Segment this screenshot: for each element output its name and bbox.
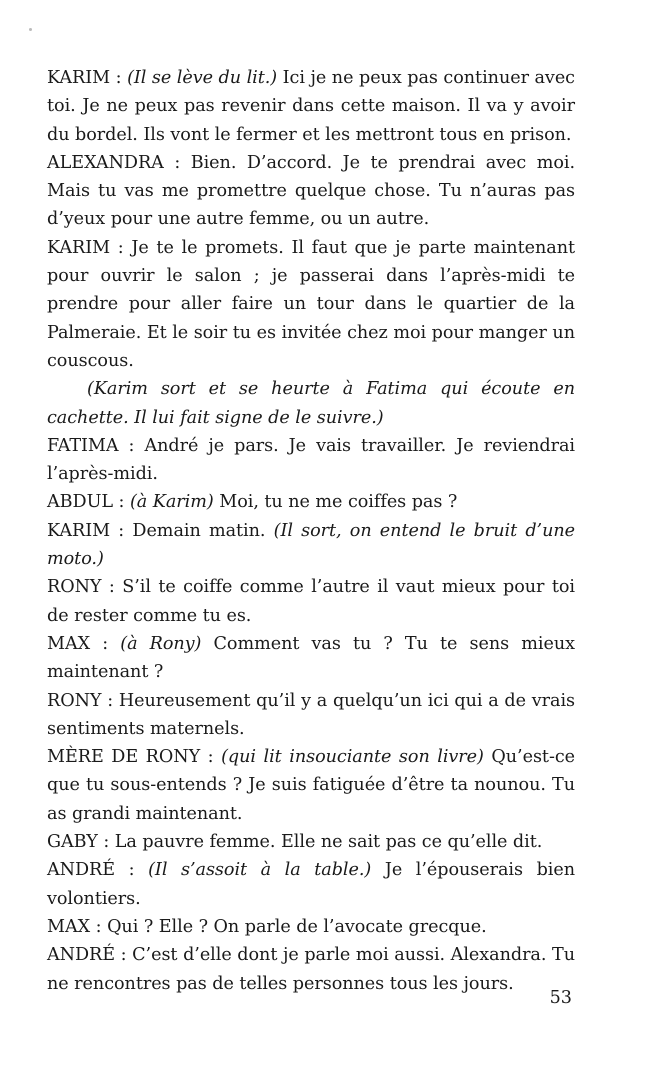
dialogue-line-karim-3 bbox=[47, 517, 575, 574]
line-text: La pauvre femme. Elle ne sait pas ce qu’elle dit. bbox=[114, 832, 543, 853]
line-text: Qui ? Elle ? On parle de l’avocate grecque. bbox=[107, 916, 487, 937]
line-text: Demain matin. bbox=[132, 520, 274, 541]
scan-speck bbox=[29, 28, 32, 31]
dialogue-line-karim-1 bbox=[47, 64, 575, 149]
dialogue-line-rony-2 bbox=[47, 687, 575, 744]
line-text: Je l’épouserais bien volontiers. bbox=[47, 860, 576, 909]
speaker-name: MAX : bbox=[47, 916, 108, 937]
stage-direction: (à Karim) bbox=[129, 492, 214, 513]
speaker-name: ANDRÉ : bbox=[47, 945, 133, 966]
speaker-name: KARIM : bbox=[47, 520, 133, 541]
line-text: Ici je ne peux pas continuer avec toi. Je ne peux pas revenir dans cette maison. Il va y avoir du bordel. Ils vont le fermer et les mettront tous en prison. bbox=[47, 68, 575, 145]
speaker-name: ABDUL : bbox=[47, 492, 130, 513]
speaker-name: KARIM : bbox=[47, 68, 128, 88]
line-text: Heureusement qu’il y a quelqu’un ici qui a de vrais sentiments maternels. bbox=[47, 690, 575, 739]
stage-direction: (qui lit insouciante son livre) bbox=[221, 747, 484, 768]
speaker-name: ANDRÉ : bbox=[47, 860, 149, 881]
dialogue-line-andre-2 bbox=[47, 941, 575, 998]
dialogue-line-fatima bbox=[47, 432, 575, 489]
line-text: S’il te coiffe comme l’autre il vaut mieux pour toi de rester comme tu es. bbox=[47, 577, 575, 626]
line-text: Moi, tu ne me coiffes pas ? bbox=[213, 492, 458, 513]
dialogue-line-max-1 bbox=[47, 630, 575, 687]
speaker-name: RONY : bbox=[47, 690, 119, 711]
dialogue-line-max-2 bbox=[47, 913, 575, 941]
dialogue-line-mere-de-rony bbox=[47, 743, 575, 828]
dialogue-line-andre-1 bbox=[47, 856, 575, 913]
dialogue-line-alexandra bbox=[47, 149, 575, 234]
speaker-name: RONY : bbox=[47, 577, 123, 598]
dialogue-line-abdul bbox=[47, 488, 575, 516]
dialogue-line-rony-1 bbox=[47, 573, 575, 630]
speaker-name: ALEXANDRA : bbox=[47, 152, 191, 173]
stage-direction: (Il se lève du lit.) bbox=[127, 68, 278, 88]
line-text: Je te le promets. Il faut que je parte maintenant pour ouvrir le salon ; je passerai dans l’après-midi te prendre pour aller faire un tour dans le quartier de la Palmeraie. Et le soir tu es invitée chez moi pour manger un couscous. bbox=[47, 237, 575, 371]
speaker-name: GABY : bbox=[47, 832, 115, 853]
line-text: Comment vas tu ? Tu te sens mieux maintenant ? bbox=[47, 633, 576, 683]
line-text: Bien. D’accord. Je te prendrai avec moi. Mais tu vas me promettre quelque chose. Tu n’auras pas d’yeux pour une autre femme, ou un autre. bbox=[47, 152, 575, 230]
speaker-name: MÈRE DE RONY : bbox=[47, 747, 222, 768]
speaker-name: MAX : bbox=[47, 633, 121, 654]
stage-direction: (à Rony) bbox=[120, 633, 202, 654]
line-text: Qu’est-ce que tu sous-entends ? Je suis fatiguée d’être ta nounou. Tu as grandi maintenant. bbox=[47, 747, 575, 824]
dialogue-line-gaby bbox=[47, 828, 575, 856]
line-text: André je pars. Je vais travailler. Je reviendrai l’après-midi. bbox=[47, 435, 575, 485]
stage-direction: (Il sort, on entend le bruit d’une moto.) bbox=[47, 520, 575, 570]
stage-direction: (Il s’assoit à la table.) bbox=[148, 860, 372, 881]
dialogue-line-karim-2 bbox=[47, 234, 575, 375]
dialogue-text bbox=[47, 64, 575, 998]
stage-direction-paragraph: (Karim sort et se heurte à Fatima qui écoute en cachette. Il lui fait signe de le suivre.) bbox=[47, 379, 575, 428]
page-number: 53 bbox=[549, 988, 572, 1008]
line-text: C’est d’elle dont je parle moi aussi. Alexandra. Tu ne rencontres pas de telles personnes tous les jours. bbox=[47, 945, 575, 994]
speaker-name: KARIM : bbox=[47, 237, 132, 258]
speaker-name: FATIMA : bbox=[47, 435, 145, 456]
